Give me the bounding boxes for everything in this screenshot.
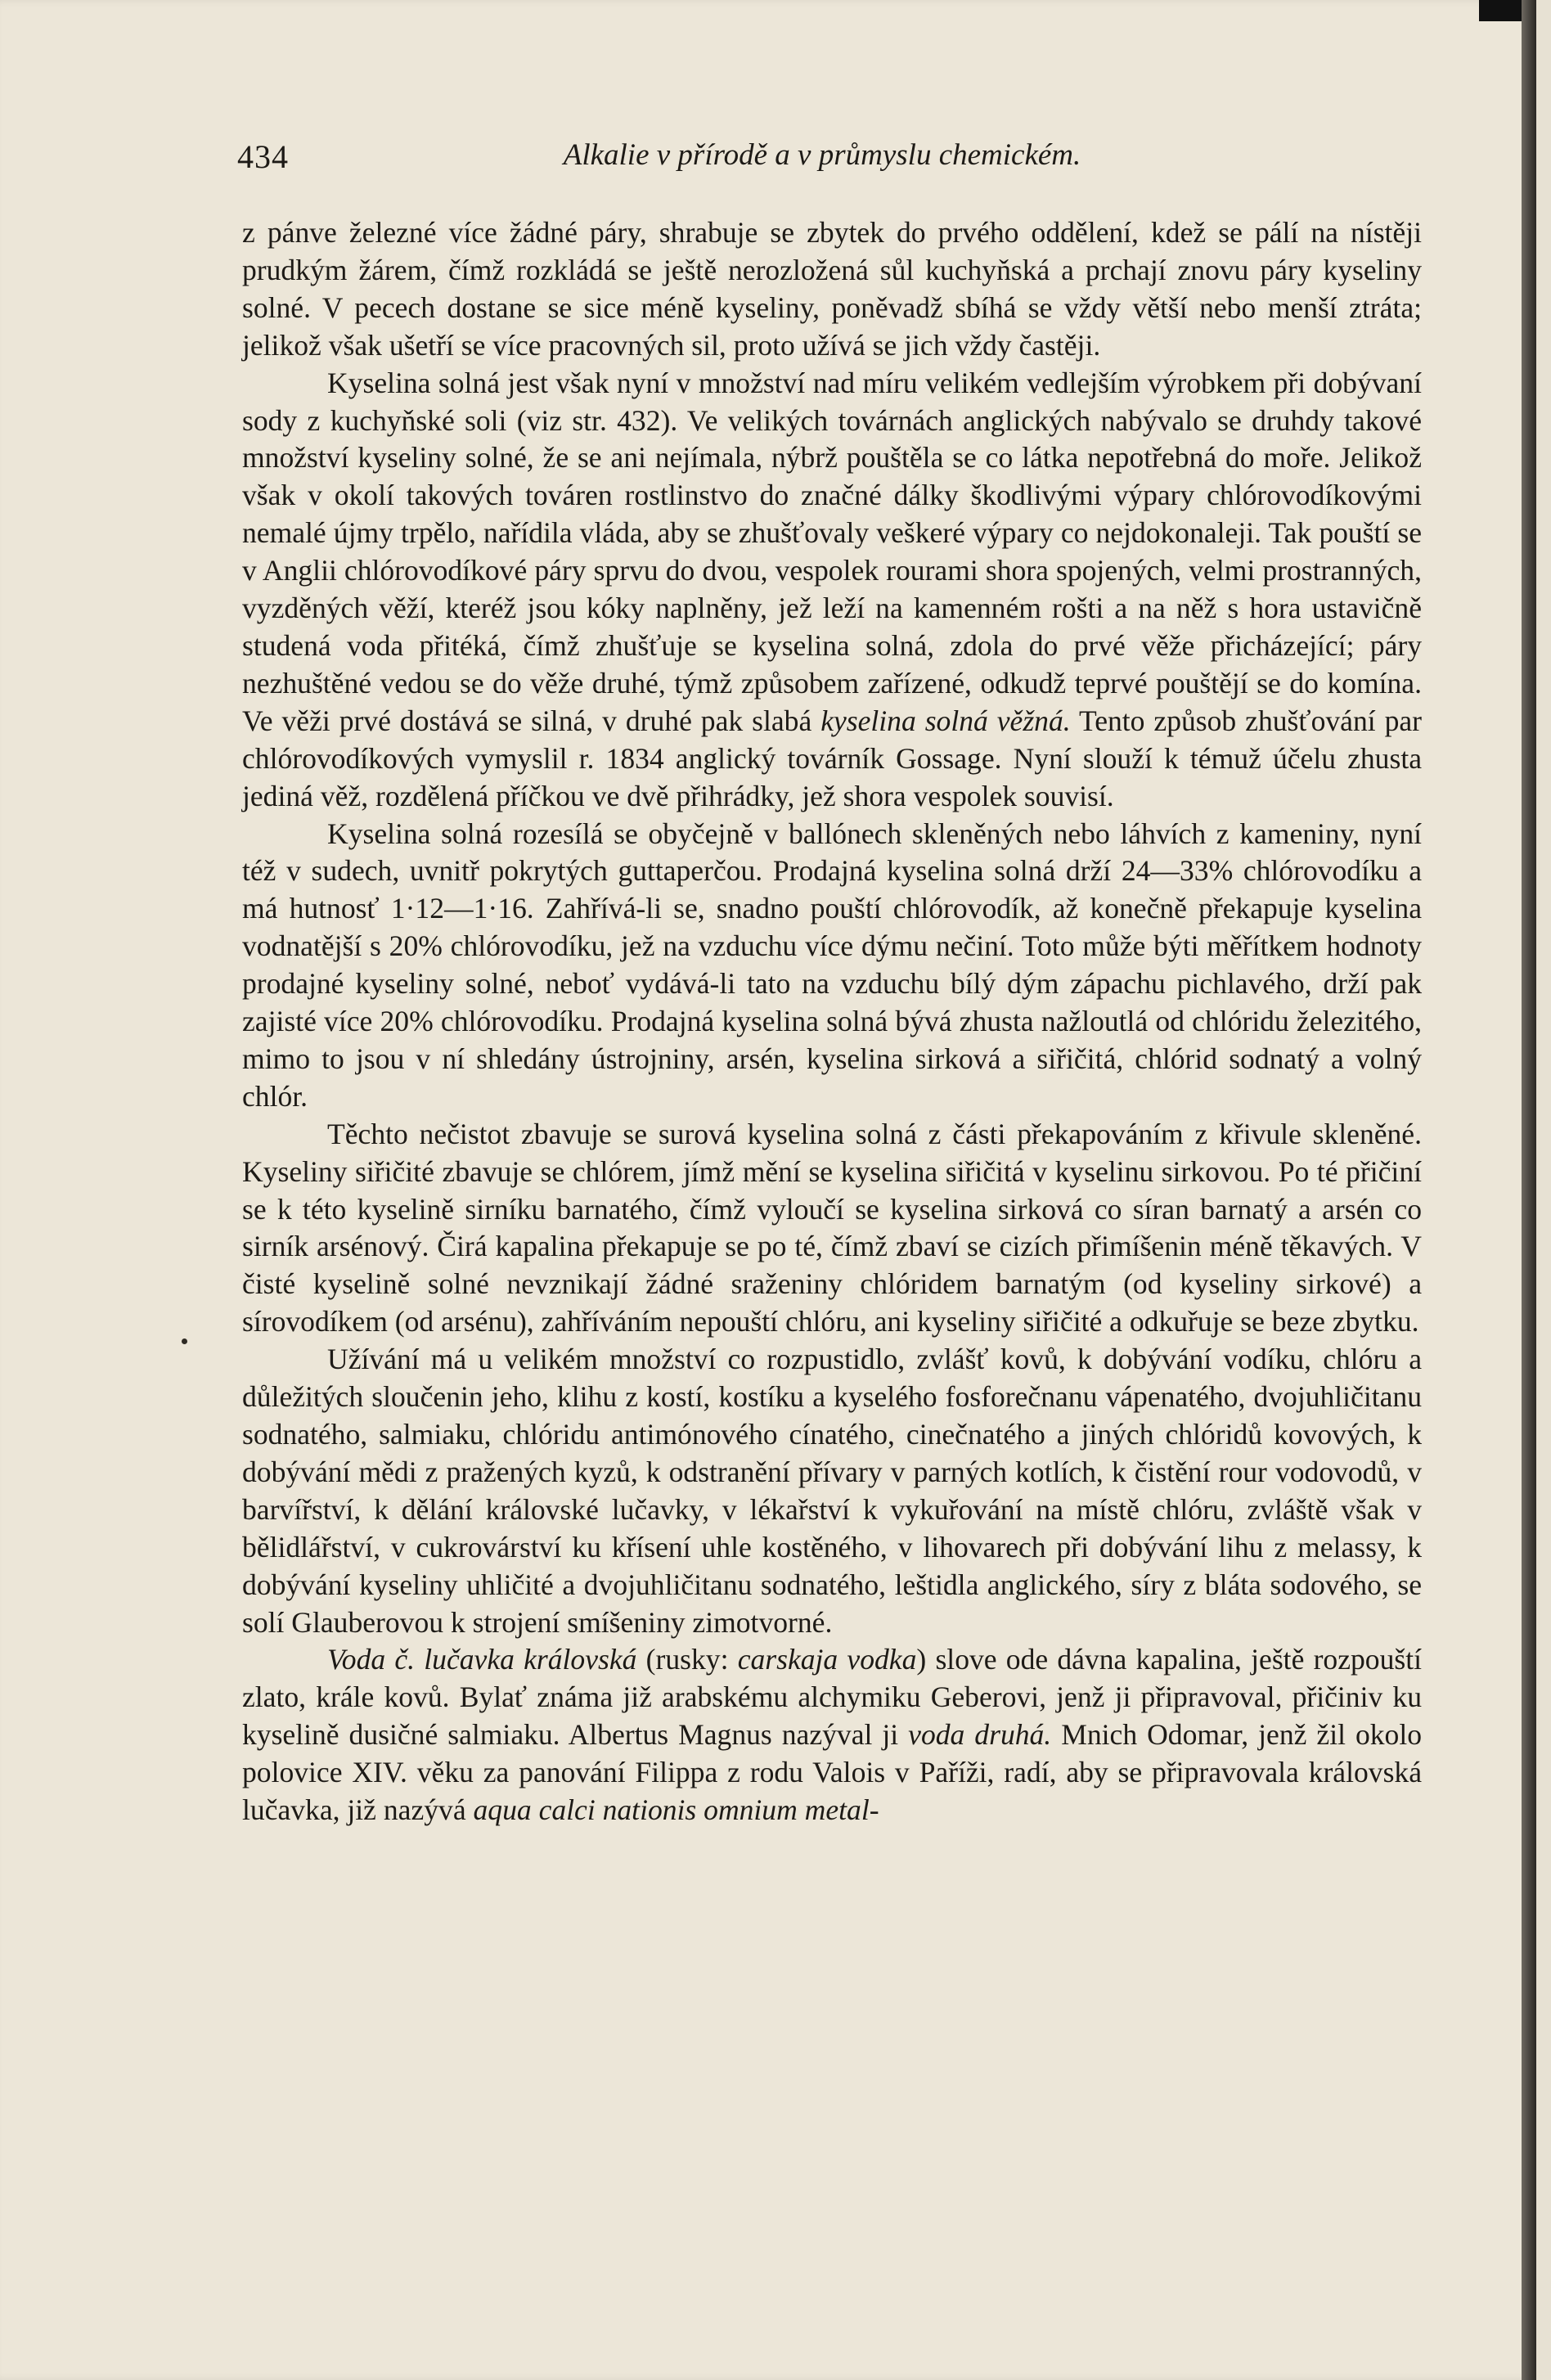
text-run: z pánve železné více žádné páry, shrabuje se zbytek do prvého oddělení, kdež se pálí na nístěji prudkým žárem, čímž rozkládá se ještě nerozložená sůl kuchyňská a prchají znovu páry kyseliny solné. V pecech dostane se sice méně kyseliny, poněvadž sbíhá se vždy větší nebo menší ztráta; jelikož však ušetří se více pracovných sil, proto užívá se jich vždy častěji.	[242, 216, 1422, 362]
italic-term: kyselina solná věžná.	[820, 704, 1071, 737]
body-text	[242, 214, 1422, 1829]
text-run: (rusky:	[636, 1643, 738, 1676]
italic-term: Voda č. lučavka královská	[327, 1643, 637, 1676]
italic-term: voda druhá.	[908, 1718, 1052, 1752]
text-run: Kyselina solná jest však nyní v množství nad míru velikém vedlejším výrobkem při dobývaní sody z kuchyňské soli (viz str. 432). Ve velikých továrnách anglických nabývalo se druhdy takové množství kyseliny solné, že se ani nejímala, nýbrž pouštěla se co látka nepotřebná do moře. Jelikož však v okolí takových továren rostlinstvo do značné dálky škodlivými výpary chlórovodíkovými nemalé újmy trpělo, nařídila vláda, aby se zhušťovaly veškeré výpary co nejdokonaleji. Tak pouští se v Anglii chlórovodíkové páry sprvu do dvou, vespolek rourami shora spojených, velmi prostranných, vyzděných věží, kteréž jsou kóky naplněny, jež leží na kamenném rošti a na něž s hora ustavičně studená voda přitéká, čímž zhušťuje se kyselina solná, zdola do prvé věže přicházející; páry nezhuštěné vedou se do věže druhé, týmž způsobem zařízené, odkudž teprvé pouštějí se do komína. Ve věži prvé dostává se silná, v druhé pak slabá	[242, 366, 1422, 737]
paragraph-p1	[242, 214, 1422, 365]
paragraph-p6	[242, 1641, 1422, 1829]
page-number: 434	[237, 138, 289, 175]
paragraph-p2	[242, 365, 1422, 816]
text-run: Těchto nečistot zbavuje se surová kyselina solná z části překapováním z křivule skleněné. Kyseliny siřičité zbavuje se chlórem, jímž mění se kyselina siřičitá v kyselinu sirkovou. Po té přičiní se k této kyselině sirníku barnatého, čímž vyloučí se kyselina sirková co síran barnatý a arsén co sirník arsénový. Čirá kapalina překapuje se po té, čímž zbaví se cizích přimíšenin méně těkavých. V čisté kyselině solné nevznikají žádné sraženiny chlóridem barnatým (od kyseliny sirkové) a sírovodíkem (od arsénu), zahříváním nepouští chlóru, ani kyseliny siřičité a odkuřuje se beze zbytku.	[242, 1117, 1422, 1338]
page-header	[237, 137, 1407, 178]
page-edge-shadow	[1522, 0, 1536, 2380]
italic-term: carskaja vodka	[737, 1643, 917, 1676]
text-run: Tento způsob zhušťování par chlórovodíkových vymyslil r. 1834 anglický továrník Gossage. Nyní slouží k témuž účelu zhusta jediná věž, rozdělená příčkou ve dvě přihrádky, jež shora vespolek souvisí.	[242, 704, 1422, 812]
text-run: Užívání má u velikém množství co rozpustidlo, zvlášť kovů, k dobývání vodíku, chlóru a důležitých sloučenin jeho, klihu z kostí, kostíku a kyselého fosforečnanu vápenatého, dvojuhličitanu sodnatého, salmiaku, chlóridu antimónového cínatého, cinečnatého a jiných chlóridů kovových, k dobývání mědi z pražených kyzů, k odstranění přívary v parných kotlích, k čistění rour vodovodů, v barvířství, k dělání královské lučavky, v lékařství k vykuřování na místě chlóru, zvláště však v bělidlářství, v cukrovárství ku křísení uhle kostěného, v lihovarech při dobývání lihu z melassy, k dobývání kyseliny uhličité a dvojuhličitanu sodnatého, leštidla anglického, síry z bláta sodového, se solí Glauberovou k strojení smíšeniny zimotvorné.	[242, 1343, 1422, 1639]
text-run: Kyselina solná rozesílá se obyčejně v ballónech skleněných nebo láhvích z kameniny, nyní též v sudech, uvnitř pokrytých guttaperčou. Prodajná kyselina solná drží 24—33% chlórovodíku a má hutnosť 1·12—1·16. Zahřívá-li se, snadno pouští chlórovodík, až konečně překapuje kyselina vodnatější s 20% chlórovodíku, jež na vzduchu více dýmu nečiní. Toto může býti měřítkem hodnoty prodajné kyseliny solné, neboť vydává-li tato na vzduchu bílý dým zápachu pichlavého, drží pak zajisté více 20% chlórovodíku. Prodajná kyselina solná bývá zhusta nažloutlá od chlóridu železitého, mimo to jsou v ní shledány ústrojniny, arsén, kyselina sirková a siřičitá, chlórid sodnatý a volný chlór.	[242, 817, 1422, 1113]
paragraph-p5	[242, 1341, 1422, 1641]
text-run: ) slove ode dávna kapalina, ještě rozpouští zlato, krále kovů. Bylať známa již arabskému alchymiku Geberovi, jenž ji připravoval, přičiniv ku kyselině dusičné salmiaku. Albertus Magnus nazýval ji	[242, 1643, 1422, 1752]
margin-mark	[182, 1338, 187, 1344]
paragraph-p4	[242, 1116, 1422, 1341]
paragraph-p3	[242, 816, 1422, 1116]
italic-term: aqua calci nationis omnium metal-	[473, 1793, 879, 1827]
running-title: Alkalie v přírodě a v průmyslu chemickém.	[563, 138, 1081, 172]
text-run: Mnich Odomar, jenž žil okolo polovice XIV. věku za panování Filippa z rodu Valois v Paříži, radí, aby se připravovala královská lučavka, již nazývá	[242, 1718, 1422, 1827]
